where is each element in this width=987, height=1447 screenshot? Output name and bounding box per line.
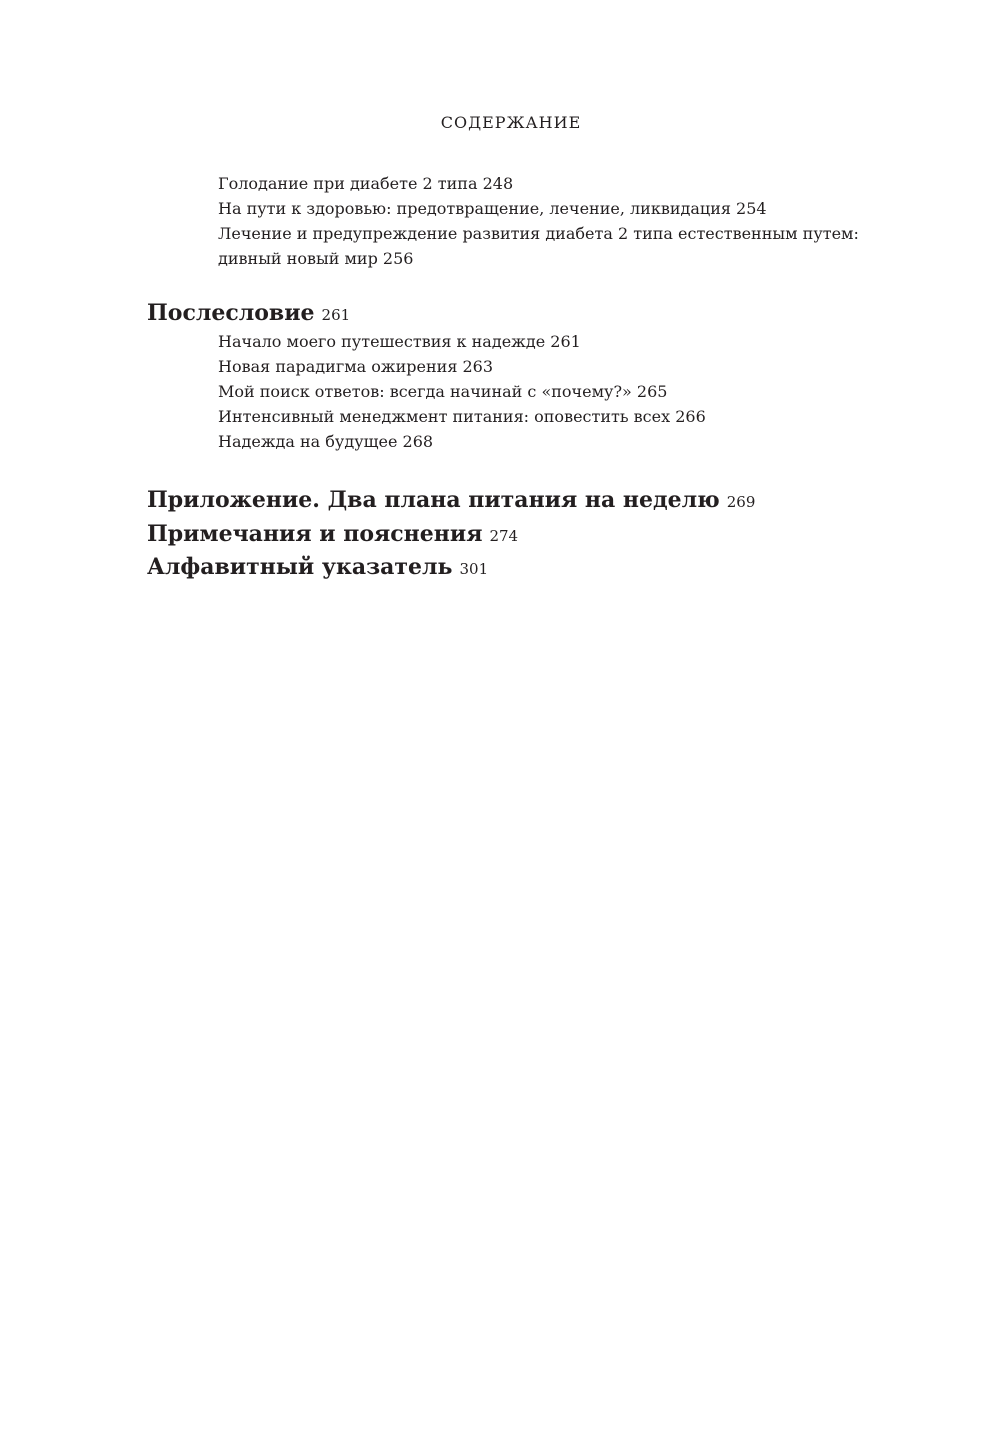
toc-section-index	[147, 552, 488, 584]
toc-subentry	[218, 222, 859, 271]
toc-section-title: Примечания и пояснения	[147, 521, 483, 547]
toc-section-title: Приложение. Два плана питания на неделю	[147, 487, 720, 513]
toc-subentry: Надежда на будущее 268	[218, 432, 434, 451]
page-header: СОДЕРЖАНИЕ	[440, 113, 582, 132]
toc-section-title: Послесловие	[147, 300, 315, 326]
toc-page-number: 301	[459, 560, 489, 578]
toc-section-afterword	[147, 298, 350, 330]
toc-subentry: На пути к здоровью: предотвращение, лечение, ликвидация 254	[218, 199, 767, 218]
toc-section-notes	[147, 519, 518, 551]
toc-subentry: Интенсивный менеджмент питания: оповестить всех 266	[218, 407, 706, 426]
toc-subentry: Начало моего путешествия к надежде 261	[218, 332, 581, 351]
toc-section-appendix	[147, 485, 755, 517]
toc-subentry: Голодание при диабете 2 типа 248	[218, 174, 514, 193]
toc-subentry-line: дивный новый мир 256	[218, 248, 414, 268]
toc-subentry-line: Лечение и предупреждение развития диабета 2 типа естественным путем:	[218, 224, 859, 243]
toc-section-title: Алфавитный указатель	[147, 554, 453, 580]
toc-page-number: 274	[489, 527, 519, 545]
toc-subentry: Мой поиск ответов: всегда начинай с «почему?» 265	[218, 382, 668, 401]
toc-subentry: Новая парадигма ожирения 263	[218, 357, 494, 376]
toc-page-number: 261	[321, 306, 351, 324]
toc-page-number: 269	[726, 493, 756, 511]
